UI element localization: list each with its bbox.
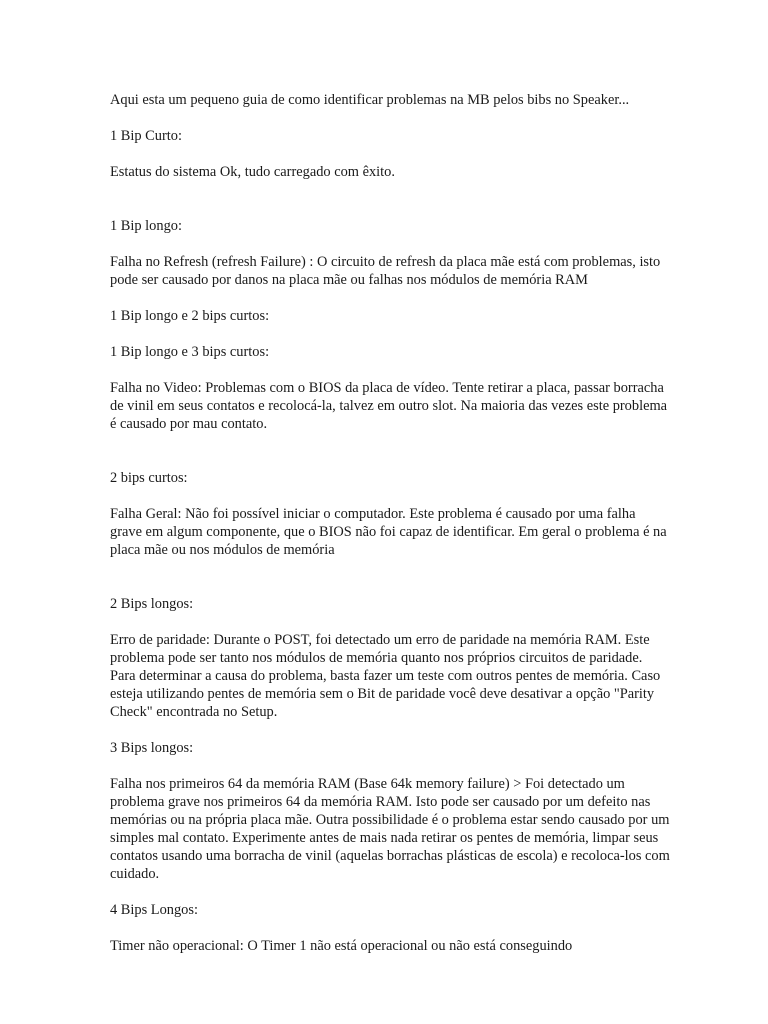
section-heading-4-bips-longos: 4 Bips Longos: (110, 902, 198, 918)
section-text-1-longo-3-curtos: Falha no Video: Problemas com o BIOS da placa de vídeo. Tente retirar a placa, passar borracha de vinil em seus contatos e recolocá-la, talvez em outro slot. Na maioria das vezes este problema é causado por mau contato. (110, 380, 671, 432)
document-page (110, 91, 674, 973)
section-heading-1-longo-2-curtos: 1 Bip longo e 2 bips curtos: (110, 308, 270, 324)
section-text-3-bips-longos: Falha nos primeiros 64 da memória RAM (Base 64k memory failure) > Foi detectado um problema grave nos primeiros 64 da memória RAM. Isto pode ser causado por um defeito nas memórias ou na própria placa mãe. Outra possibilidade é o problema estar sendo causado por um simples mal contato. Experimente antes de mais nada retirar os pentes de memória, limpar seus contatos usando uma borracha de vinil (aquelas borrachas plásticas de escola) e recoloca-los com cuidado. (110, 776, 674, 882)
section-heading-2-bips-curtos: 2 bips curtos: (110, 470, 188, 486)
section-heading-1-bip-curto: 1 Bip Curto: (110, 128, 182, 144)
section-text-1-bip-curto: Estatus do sistema Ok, tudo carregado com êxito. (110, 164, 395, 180)
section-heading-1-longo-3-curtos: 1 Bip longo e 3 bips curtos: (110, 344, 270, 360)
section-text-2-bips-longos: Erro de paridade: Durante o POST, foi detectado um erro de paridade na memória RAM. Este problema pode ser tanto nos módulos de memória quanto nos próprios circuitos de paridade. Para determinar a causa do problema, basta fazer um teste com outros pentes de memória. Caso esteja utilizando pentes de memória sem o Bit de paridade você deve desativar a opção "Parity Check" encontrada no Setup. (110, 632, 664, 720)
section-heading-1-bip-longo: 1 Bip longo: (110, 218, 182, 234)
section-text-1-bip-longo: Falha no Refresh (refresh Failure) : O circuito de refresh da placa mãe está com problemas, isto pode ser causado por danos na placa mãe ou falhas nos módulos de memória RAM (110, 254, 664, 288)
section-heading-3-bips-longos: 3 Bips longos: (110, 740, 194, 756)
section-heading-2-bips-longos: 2 Bips longos: (110, 596, 194, 612)
section-text-2-bips-curtos: Falha Geral: Não foi possível iniciar o computador. Este problema é causado por uma falha grave em algum componente, que o BIOS não foi capaz de identificar. Em geral o problema é na placa mãe ou nos módulos de memória (110, 506, 671, 558)
section-text-4-bips-longos: Timer não operacional: O Timer 1 não está operacional ou não está conseguindo (110, 938, 573, 954)
intro-paragraph: Aqui esta um pequeno guia de como identificar problemas na MB pelos bibs no Speaker... (110, 92, 630, 108)
